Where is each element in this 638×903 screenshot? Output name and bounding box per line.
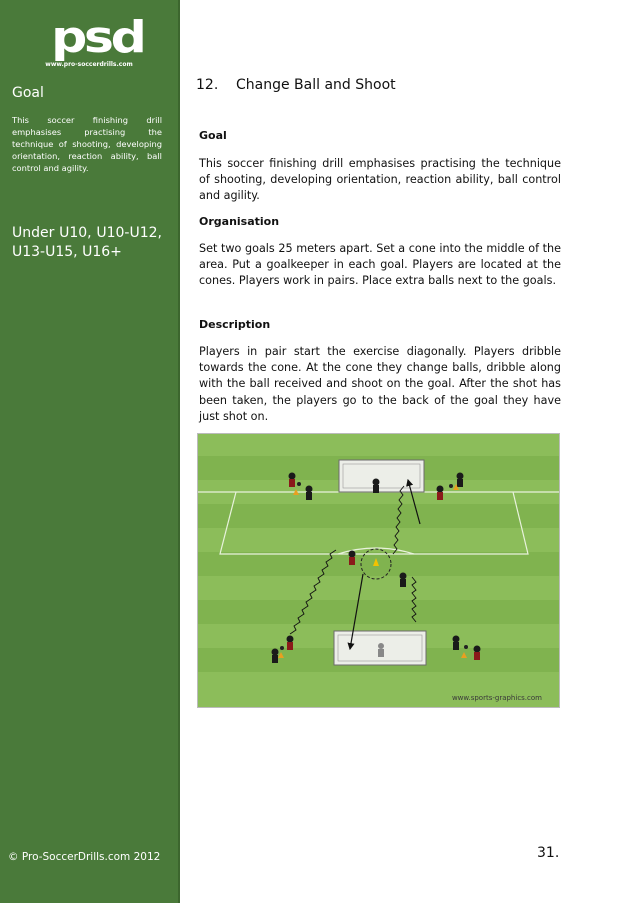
chapter-title (196, 77, 396, 93)
goal-text: This soccer finishing drill emphasises practising the technique of shooting, developing orientation, reaction ability, ball control and agility. (199, 157, 561, 203)
page-number: 31. (537, 845, 560, 861)
sidebar-goal-text: This soccer finishing drill emphasises practising the technique of shooting, developing orientation, reaction ability, ball control and agility. (12, 115, 162, 173)
chapter-title-text: Change Ball and Shoot (236, 77, 396, 93)
pitch-svg (198, 434, 559, 707)
sidebar-goal-title: Goal (12, 85, 44, 101)
goal-heading: Goal (199, 129, 227, 142)
grass-stripe (198, 504, 559, 528)
diagram-credit: www.sports-graphics.com (451, 694, 542, 702)
logo-wordmark: psd (51, 12, 144, 63)
grass-stripe (198, 552, 559, 576)
logo-url: www.pro-soccerdrills.com (45, 61, 133, 68)
organisation-heading: Organisation (199, 215, 280, 228)
drill-diagram (197, 433, 560, 708)
grass-stripe (198, 600, 559, 624)
psd-logo (34, 12, 144, 70)
sidebar-age-groups: Under U10, U10-U12, U13-U15, U16+ (12, 225, 162, 260)
copyright: © Pro-SoccerDrills.com 2012 (8, 851, 161, 863)
organisation-text: Set two goals 25 meters apart. Set a cone into the middle of the area. Put a goalkeeper in each goal. Players are located at the cones. Players work in pairs. Place extra balls next to the goals. (199, 242, 561, 288)
description-text: Players in pair start the exercise diagonally. Players dribble towards the cone. At the cone they change balls, dribble along with the ball received and shoot on the goal. After the shot has been taken, the players go to the back of the goal they have just shot on. (199, 345, 561, 423)
chapter-number: 12. (196, 77, 219, 93)
top-goal (339, 460, 424, 492)
description-heading: Description (199, 318, 271, 331)
sidebar (0, 0, 180, 903)
